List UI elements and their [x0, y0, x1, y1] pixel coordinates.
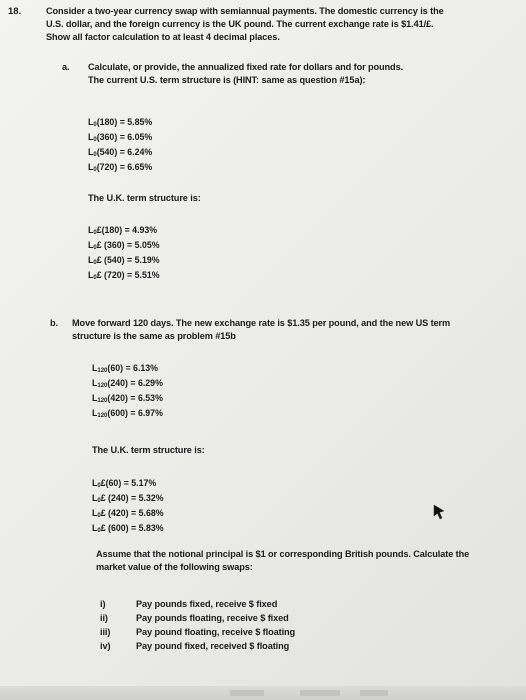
- intro-line-2: U.S. dollar, and the foreign currency is the UK pound. The current exchange rate is $1.41/£.: [46, 19, 434, 29]
- assume-line-1: Assume that the notional principal is $1 or corresponding British pounds. Calculate the: [96, 549, 470, 559]
- swap-text: Pay pound fixed, received $ floating: [136, 641, 290, 651]
- assume-line-2: market value of the following swaps:: [96, 562, 253, 572]
- uk-rate-row-b: $L_0£$ (600) = 5.83%: [92, 523, 164, 534]
- uk-rate-row: $L_0£(180) = 4.93\%$: [88, 225, 158, 236]
- question-number: 18.: [8, 6, 22, 17]
- uk-rate-row: $L_0£$ (360) = 5.05%: [88, 240, 160, 251]
- part-a-line-2: The current U.S. term structure is (HINT: same as question #15a):: [88, 75, 366, 85]
- page-bottom-edge: [0, 686, 526, 700]
- swap-num: i): [100, 599, 106, 609]
- us-rate-row: $L_0(360) = 6.05\%$: [88, 132, 153, 143]
- uk-heading-b: The U.K. term structure is:: [92, 445, 205, 455]
- uk-rate-row-b: $L_0£(60) = 5.17\%$: [92, 478, 157, 489]
- us-rate-row-b: $L_{120}(420) = 6.53\%$: [92, 393, 163, 404]
- intro-line-3: Show all factor calculation to at least 4 decimal places.: [46, 32, 280, 42]
- us-rate-row-b: $L_{120}(600) = 6.97\%$: [92, 408, 163, 419]
- us-rate-row-b: $L_{120}(240) = 6.29\%$: [92, 378, 163, 389]
- uk-rate-row-b: $L_0£$ (240) = 5.32%: [92, 493, 164, 504]
- swap-text: Pay pounds fixed, receive $ fixed: [136, 599, 278, 609]
- swap-text: Pay pound floating, receive $ floating: [136, 627, 296, 637]
- uk-rate-row: $L_0£$ (720) = 5.51%: [88, 270, 160, 281]
- us-rate-row: $L_0(540) = 6.24\%$: [88, 147, 153, 158]
- part-a-label: a.: [62, 62, 70, 72]
- part-a-line-1: Calculate, or provide, the annualized fixed rate for dollars and for pounds.: [88, 62, 404, 72]
- swap-text: Pay pounds floating, receive $ fixed: [136, 613, 289, 623]
- us-rate-row-b: $L_{120}(60) = 6.13\%$: [92, 363, 159, 374]
- part-b-line-2: structure is the same as problem #15b: [72, 331, 236, 341]
- part-b-line-1: Move forward 120 days. The new exchange rate is $1.35 per pound, and the new US term: [72, 318, 451, 328]
- intro-line-1: Consider a two-year currency swap with semiannual payments. The domestic currency is the: [46, 6, 444, 16]
- swap-num: ii): [100, 613, 108, 623]
- swap-num: iv): [100, 641, 111, 651]
- swap-num: iii): [100, 627, 111, 637]
- us-rate-row: $L_0(720) = 6.65\%$: [88, 162, 153, 173]
- uk-rate-row-b: $L_0£$ (420) = 5.68%: [92, 508, 164, 519]
- part-b-label: b.: [50, 318, 58, 328]
- mouse-pointer-icon: [431, 503, 447, 528]
- us-rate-row: $L_0(180) = 5.85\%$: [88, 117, 153, 128]
- uk-rate-row: $L_0£$ (540) = 5.19%: [88, 255, 160, 266]
- uk-heading-a: The U.K. term structure is:: [88, 193, 201, 203]
